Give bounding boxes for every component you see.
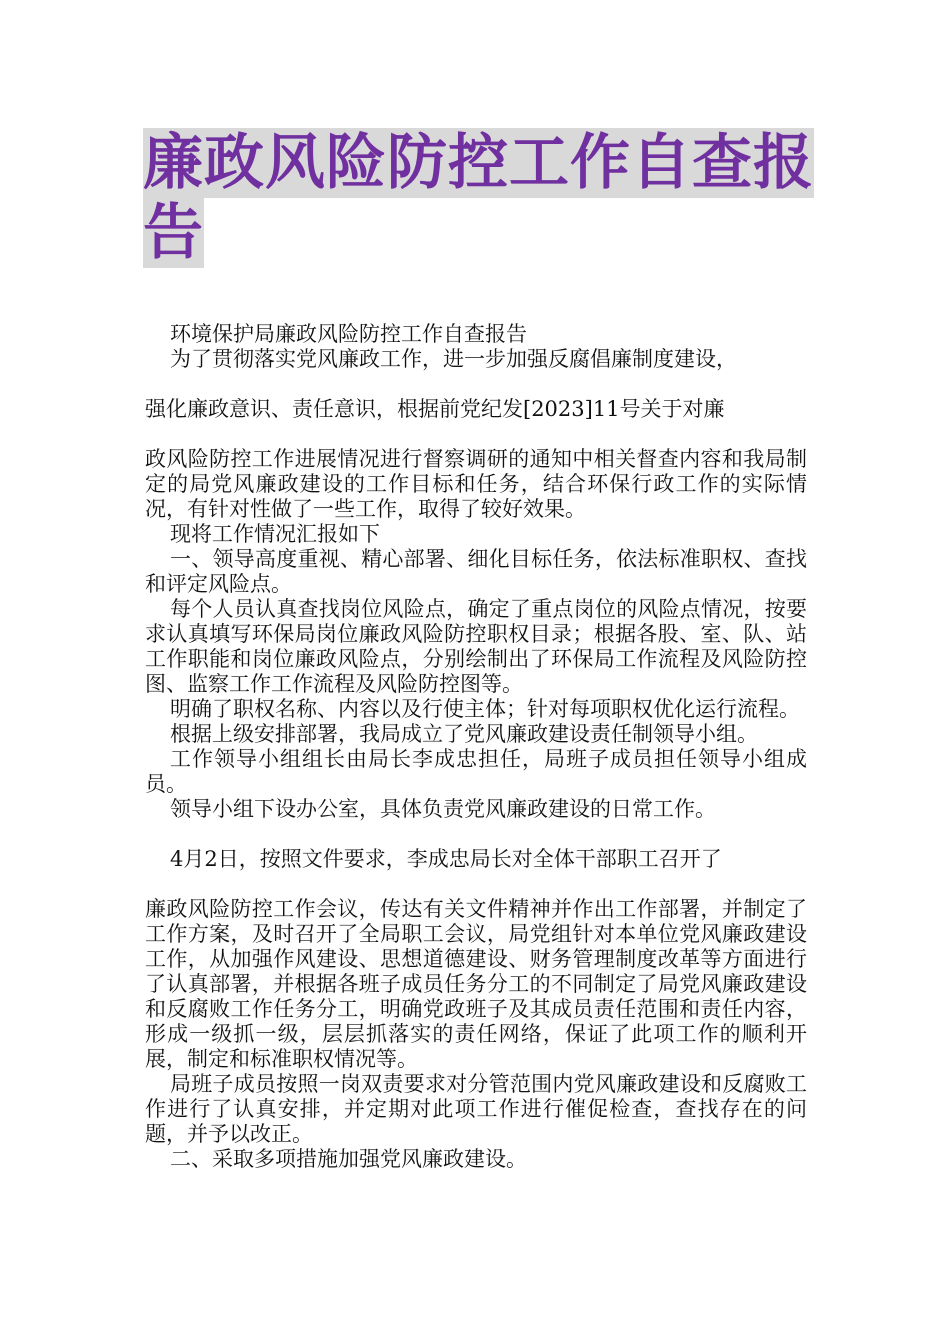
paragraph: 明确了职权名称、内容以及行使主体；针对每项职权优化运行流程。	[170, 697, 800, 721]
paragraph: 二、采取多项措施加强党风廉政建设。	[170, 1147, 527, 1171]
paragraph: 领导小组下设办公室，具体负责党风廉政建设的日常工作。	[170, 797, 716, 821]
paragraph: 4月2日，按照文件要求，李成忠局长对全体干部职工召开了	[170, 847, 722, 871]
paragraph: 环境保护局廉政风险防控工作自查报告	[170, 322, 527, 346]
paragraph: 为了贯彻落实党风廉政工作，进一步加强反腐倡廉制度建设，	[170, 347, 737, 371]
document-title: 廉政风险防控工作自查报告	[143, 128, 814, 268]
paragraph: 每个人员认真查找岗位风险点，确定了重点岗位的风险点情况，按要求认真填写环保局岗位廉政风险防控职权目录；根据各股、室、队、站工作职能和岗位廉政风险点，分别绘制出了环保局工作流程及风险防控图、监察工作工作流程及风险防控图等。	[145, 597, 807, 696]
paragraph: 强化廉政意识、责任意识，根据前党纪发[2023]11号关于对廉	[145, 397, 725, 421]
paragraph: 工作领导小组组长由局长李成忠担任，局班子成员担任领导小组成员。	[145, 747, 807, 796]
paragraph: 廉政风险防控工作会议，传达有关文件精神并作出工作部署，并制定了工作方案，及时召开了全局职工会议，局党组针对本单位党风廉政建设工作，从加强作风建设、思想道德建设、财务管理制度改革等方面进行了认真部署，并根据各班子成员任务分工的不同制定了局党风廉政建设和反腐败工作任务分工，明确党政班子及其成员责任范围和责任内容，形成一级抓一级，层层抓落实的责任网络，保证了此项工作的顺利开展，制定和标准职权情况等。	[145, 897, 807, 1071]
document-body	[145, 322, 807, 1172]
paragraph: 一、领导高度重视、精心部署、细化目标任务，依法标准职权、查找和评定风险点。	[145, 547, 807, 596]
paragraph: 根据上级安排部署，我局成立了党风廉政建设责任制领导小组。	[170, 722, 758, 746]
paragraph: 现将工作情况汇报如下	[170, 522, 380, 546]
paragraph: 政风险防控工作进展情况进行督察调研的通知中相关督查内容和我局制定的局党风廉政建设的工作目标和任务，结合环保行政工作的实际情况，有针对性做了一些工作，取得了较好效果。	[145, 447, 807, 521]
paragraph: 局班子成员按照一岗双责要求对分管范围内党风廉政建设和反腐败工作进行了认真安排，并定期对此项工作进行催促检查，查找存在的问题，并予以改正。	[145, 1072, 807, 1146]
